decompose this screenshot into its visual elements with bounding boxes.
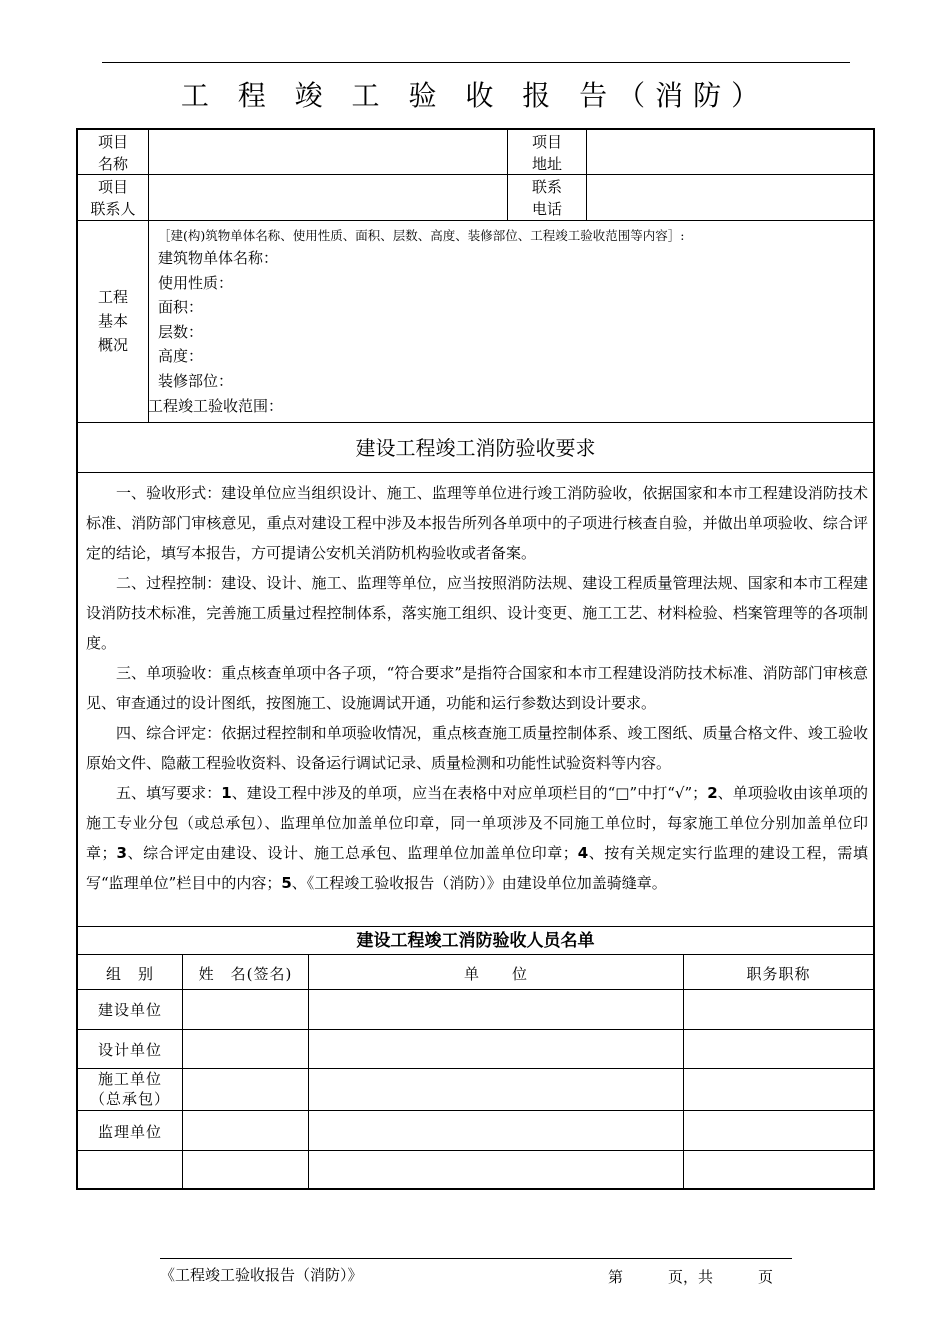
overview-field-scope: 工程竣工验收范围： xyxy=(148,396,284,415)
row-divider-4 xyxy=(78,472,873,473)
requirement-2: 二、过程控制：建设、设计、施工、监理等单位，应当按照消防法规、建设工程质量管理法规、国家和本市工程建设消防技术标准，完善施工质量过程控制体系，落实施工组织、设计变更、施工工艺、材料检验、档案管理等的各项制度。 xyxy=(86,574,868,652)
col-divider-mid xyxy=(507,130,508,220)
project-address-field[interactable] xyxy=(587,130,873,174)
requirements-text xyxy=(86,478,868,898)
row-label-supervision: 监理单位 xyxy=(97,1123,162,1141)
requirements-heading: 建设工程竣工消防验收要求 xyxy=(355,436,596,460)
project-address-label: 项目 地址 xyxy=(531,133,562,173)
column-header-unit: 单 位 xyxy=(463,965,528,983)
overview-field-decoration: 装修部位： xyxy=(158,371,234,390)
requirement-5: 五、填写要求：1、建设工程中涉及的单项，应当在表格中对应单项栏目的“□”中打“√”；2、单项验收由该单项的施工专业分包（或总承包）、监理单位加盖单位印章，同一单项涉及不同施工单位时，每家施工单位分别加盖单位印章；3、综合评定由建设、设计、施工总承包、监理单位加盖单位印章；4、按有关规定实行监理的建设工程，需填写“监理单位”栏目中的内容；5、《工程竣工验收报告（消防）》由建设单位加盖骑缝章。 xyxy=(86,784,868,892)
overview-content[interactable] xyxy=(148,226,685,418)
personnel-divider-5 xyxy=(78,1150,873,1151)
document-title: 工 程 竣 工 验 收 报 告（消防） xyxy=(180,79,770,112)
personnel-heading: 建设工程竣工消防验收人员名单 xyxy=(356,931,595,951)
overview-field-height: 高度： xyxy=(158,347,204,366)
overview-field-floors: 层数： xyxy=(158,322,204,341)
contact-label: 项目 联系人 xyxy=(90,178,136,218)
phone-field[interactable] xyxy=(587,175,873,220)
column-header-group: 组 别 xyxy=(105,965,154,983)
footer-doc-name: 《工程竣工验收报告（消防）》 xyxy=(160,1266,363,1284)
header-rule xyxy=(102,62,850,63)
personnel-divider-3 xyxy=(78,1068,873,1069)
personnel-col-2 xyxy=(308,954,309,1188)
phone-label: 联系 电话 xyxy=(531,178,562,218)
overview-field-building: 建筑物单体名称： xyxy=(158,249,279,267)
row-label-contractor: 施工单位 （总承包） xyxy=(89,1070,170,1108)
column-header-name: 姓 名(签名) xyxy=(198,965,293,983)
overview-label: 工程 基本 概况 xyxy=(97,288,128,354)
personnel-divider-4 xyxy=(78,1110,873,1111)
requirement-3: 三、单项验收：重点核查单项中各子项，“符合要求”是指符合国家和本市工程建设消防技术标准、消防部门审核意见、审查通过的设计图纸，按图施工、设施调试开通，功能和运行参数达到设计要求。 xyxy=(86,664,868,712)
personnel-col-3 xyxy=(683,954,684,1188)
overview-hint: ［建(构)筑物单体名称、使用性质、面积、层数、高度、装修部位、工程竣工验收范围等内容］: xyxy=(158,228,685,243)
footer-rule xyxy=(160,1258,792,1259)
personnel-divider-1 xyxy=(78,989,873,990)
personnel-divider-0 xyxy=(78,954,873,955)
row-divider-3 xyxy=(78,422,873,423)
requirement-4: 四、综合评定：依据过程控制和单项验收情况，重点核查施工质量控制体系、竣工图纸、质量合格文件、竣工验收原始文件、隐蔽工程验收资料、设备运行调试记录、质量检测和功能性试验资料等内容。 xyxy=(86,724,868,772)
personnel-divider-2 xyxy=(78,1029,873,1030)
row-label-design: 设计单位 xyxy=(97,1041,162,1059)
row-divider-2 xyxy=(78,220,873,221)
contact-field[interactable] xyxy=(149,175,507,220)
project-name-field[interactable] xyxy=(149,130,507,174)
report-form xyxy=(76,128,875,1190)
project-name-label: 项目 名称 xyxy=(97,133,128,173)
footer-page-number: 第 页，共 页 xyxy=(608,1268,774,1286)
overview-field-usage: 使用性质： xyxy=(158,273,234,292)
requirement-1: 一、验收形式：建设单位应当组织设计、施工、监理等单位进行竣工消防验收，依据国家和本市工程建设消防技术标准、消防部门审核意见，重点对建设工程中涉及本报告所列各单项中的子项进行核查自验，并做出单项验收、综合评定的结论，填写本报告，方可提请公安机关消防机构验收或者备案。 xyxy=(86,484,868,562)
personnel-col-1 xyxy=(182,954,183,1188)
row-label-construction: 建设单位 xyxy=(97,1001,162,1019)
column-header-title: 职务职称 xyxy=(746,965,811,983)
overview-field-area: 面积： xyxy=(158,298,204,317)
